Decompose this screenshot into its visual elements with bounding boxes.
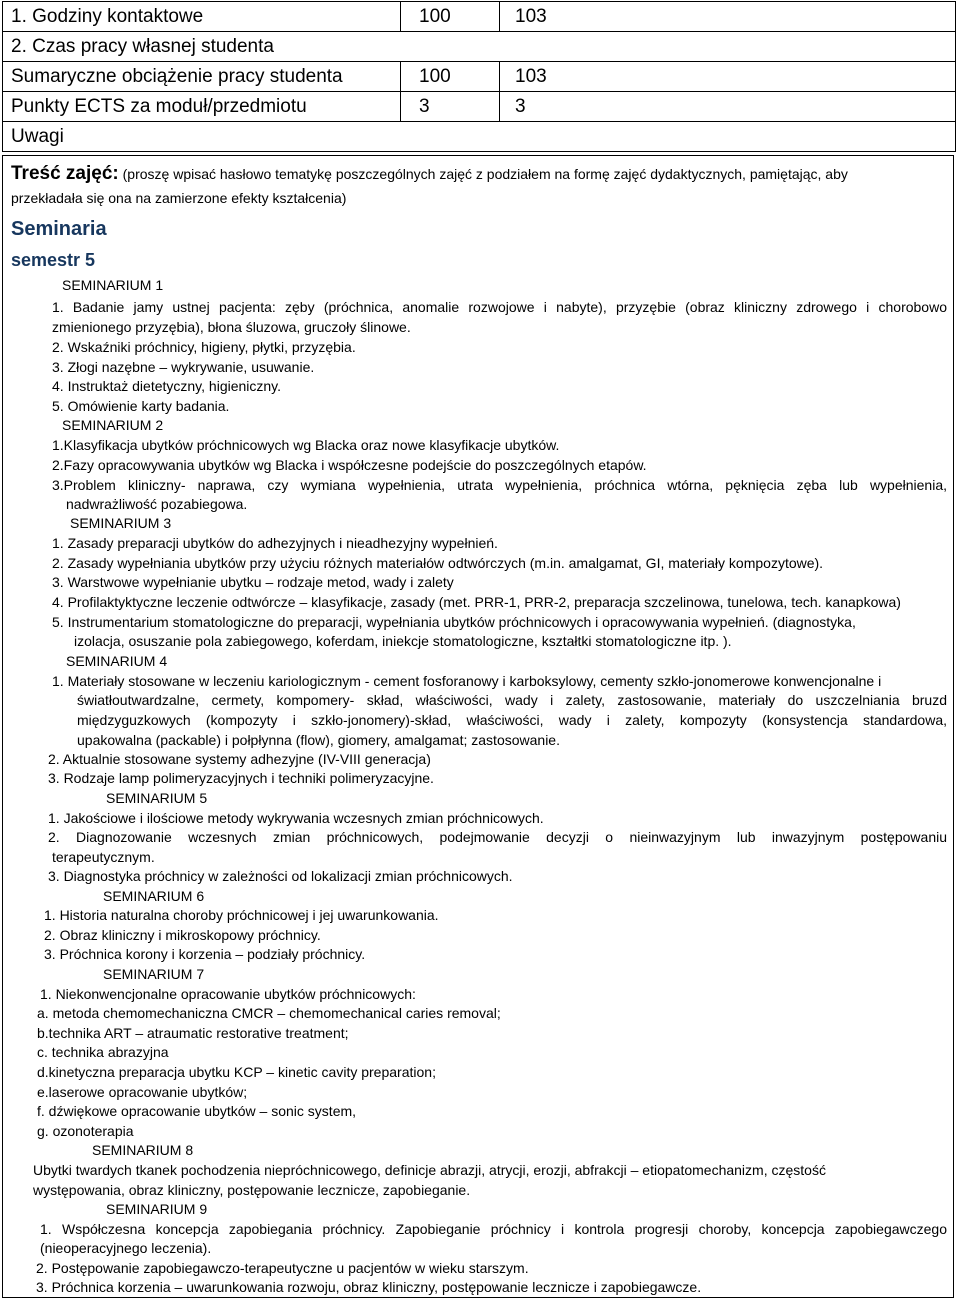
row-value-2: 3	[500, 92, 956, 122]
seminar-heading: SEMINARIUM 6	[103, 888, 205, 904]
list-item: b.technika ART – atraumatic restorative treatment;	[37, 1025, 349, 1041]
list-item: 5. Omówienie karty badania.	[52, 398, 230, 414]
list-item: 2. Diagnozowanie wczesnych zmian próchnicowych, podejmowanie decyzji o nieinwazyjnym lub inwazyjnym postępowaniu	[48, 829, 947, 845]
list-item: 2. Wskaźniki próchnicy, higieny, płytki, przyzębia.	[52, 339, 356, 355]
table-row	[3, 32, 956, 62]
list-item: 2. Zasady wypełniania ubytków przy użyciu różnych materiałów odtwórczych (m.in. amalgamat, GI, materiały kompozytowe).	[52, 555, 824, 571]
list-item: e.laserowe opracowanie ubytków;	[37, 1084, 248, 1100]
table-row	[3, 62, 956, 92]
row-value-1: 3	[401, 92, 500, 122]
list-item: f. dźwiękowe opracowanie ubytków – sonic system,	[37, 1103, 357, 1119]
row-label: Sumaryczne obciążenie pracy studenta	[3, 62, 401, 92]
list-item: 2. Aktualnie stosowane systemy adhezyjne (IV-VIII generacja)	[48, 751, 431, 767]
list-item: 3. Rodzaje lamp polimeryzacyjnych i techniki polimeryzacyjne.	[48, 770, 434, 786]
list-item: terapeutycznym.	[52, 849, 155, 865]
seminar-heading: SEMINARIUM 5	[106, 790, 208, 806]
list-item: 1. Historia naturalna choroby próchnicowej i jej uwarunkowania.	[44, 907, 439, 923]
seminar-heading: SEMINARIUM 3	[70, 515, 172, 531]
list-item: 3. Diagnostyka próchnicy w zależności od lokalizacji zmian próchnicowych.	[48, 868, 513, 884]
table-row	[3, 2, 956, 32]
tresc-desc-2: przekładała się ona na zamierzone efekty kształcenia)	[11, 190, 347, 206]
list-item: 1. Badanie jamy ustnej pacjenta: zęby (próchnica, anomalie rozwojowe i nabyte), przyzębie (obraz kliniczny zdrowego i chorobowo	[52, 299, 947, 315]
list-item: d.kinetyczna preparacja ubytku KCP – kinetic cavity preparation;	[37, 1064, 436, 1080]
tresc-intro	[11, 162, 941, 210]
row-label: Uwagi	[3, 122, 956, 152]
seminaria-heading: Seminaria	[11, 218, 107, 240]
list-item: g. ozonoterapia	[37, 1123, 134, 1139]
row-label: Punkty ECTS za moduł/przedmiotu	[3, 92, 401, 122]
list-item: 2.Fazy opracowywania ubytków wg Blacka i współczesne podejście do poszczególnych etapów.	[52, 457, 647, 473]
ects-table	[2, 1, 956, 152]
list-item: 3. Warstwowe wypełnianie ubytku – rodzaje metod, wady i zalety	[52, 574, 454, 590]
row-value-1: 100	[401, 62, 500, 92]
list-item: izolacja, osuszanie pola zabiegowego, koferdam, iniekcje stomatologiczne, kształtki stomatologiczne itp. ).	[74, 633, 732, 649]
list-item: Ubytki twardych tkanek pochodzenia niepróchnicowego, definicje abrazji, atrycji, erozji, abfrakcji – etiopatomechanizm, częstość	[33, 1162, 826, 1178]
list-item: 1. Zasady preparacji ubytków do adhezyjnych i nieadhezyjny wypełnień.	[52, 535, 498, 551]
list-item: a. metoda chemomechaniczna CMCR – chemomechanical caries removal;	[37, 1005, 501, 1021]
list-item: 4. Instruktaż dietetyczny, higieniczny.	[52, 378, 282, 394]
seminar-heading: SEMINARIUM 4	[66, 653, 168, 669]
row-label: 1. Godziny kontaktowe	[3, 2, 401, 32]
list-item: 1. Materiały stosowane w leczeniu kariologicznym - cement fosforanowy i karboksylowy, cementy szkło-jonomerowe konwencjonalne i	[52, 673, 882, 689]
tresc-desc-1: (proszę wpisać hasłowo tematykę poszczególnych zajęć z podziałem na formę zajęć dydaktycznych, pamiętając, aby	[118, 166, 848, 182]
list-item: 1. Niekonwencjonalne opracowanie ubytków próchnicowych:	[40, 986, 416, 1002]
list-item: 4. Profilaktyktyczne leczenie odtwórcze – klasyfikacje, zasady (met. PRR-1, PRR-2, preparacja szczelinowa, tunelowa, tech. kanapkowa)	[52, 594, 901, 610]
list-item: międzyguzkowych (kompozyty i szkło-jonomery)-skład, właściwości, wady i zalety, kompozyty (konsystencja standardowa,	[77, 712, 947, 728]
row-label: 2. Czas pracy własnej studenta	[3, 32, 956, 62]
semestr-heading: semestr 5	[11, 250, 96, 270]
list-item: (nieoperacyjnego leczenia).	[40, 1240, 212, 1256]
row-value-2: 103	[500, 2, 956, 32]
row-value-2: 103	[500, 62, 956, 92]
table-row	[3, 122, 956, 152]
list-item: 3. Próchnica korzenia – uwarunkowania rozwoju, obraz kliniczny, postępowanie lecznicze i zapobiegawcze.	[36, 1279, 702, 1295]
seminar-heading: SEMINARIUM 1	[62, 277, 164, 293]
list-item: 2. Obraz kliniczny i mikroskopowy próchnicy.	[44, 927, 321, 943]
list-item: 5. Instrumentarium stomatologiczne do preparacji, wypełniania ubytków próchnicowych i opracowywania wypełnień. (diagnostyka,	[52, 614, 856, 630]
seminar-heading: SEMINARIUM 8	[92, 1142, 194, 1158]
row-value-1: 100	[401, 2, 500, 32]
list-item: 1. Jakościowe i ilościowe metody wykrywania wczesnych zmian próchnicowych.	[48, 810, 544, 826]
list-item: 3. Próchnica korony i korzenia – podziały próchnicy.	[44, 946, 366, 962]
list-item: c. technika abrazyjna	[37, 1044, 169, 1060]
list-item: nadwrażliwość pozabiegowa.	[66, 496, 248, 512]
list-item: światłoutwardzalne, cermety, kompomery- skład, właściwości, wady i zalety, zastosowanie, materiały do uszczelniania bruzd	[77, 692, 947, 708]
seminar-heading: SEMINARIUM 9	[106, 1201, 208, 1217]
list-item: upakowalna (packable) i połpłynna (flow), giomery, amalgamat; zastosowanie.	[77, 732, 560, 748]
list-item: zmienionego przyzębia), błona śluzowa, gruczoły ślinowe.	[52, 319, 411, 335]
list-item: 3.Problem kliniczny- naprawa, czy wymiana wypełnienia, utrata wypełnienia, próchnica wtórna, pęknięcia zęba lub wypełnienia,	[52, 477, 947, 493]
table-row	[3, 92, 956, 122]
list-item: 3. Złogi nazębne – wykrywanie, usuwanie.	[52, 359, 315, 375]
seminar-heading: SEMINARIUM 2	[62, 417, 164, 433]
tresc-label: Treść zajęć:	[11, 163, 119, 184]
list-item: 1. Współczesna koncepcja zapobiegania próchnicy. Zapobieganie próchnicy i kontrola progresji choroby, koncepcja zapobiegawczego	[40, 1221, 947, 1237]
list-item: 2. Postępowanie zapobiegawczo-terapeutyczne u pacjentów w wieku starszym.	[36, 1260, 529, 1276]
list-item: 1.Klasyfikacja ubytków próchnicowych wg Blacka oraz nowe klasyfikacje ubytków.	[52, 437, 560, 453]
list-item: występowania, obraz kliniczny, postępowanie lecznicze, zapobieganie.	[33, 1182, 471, 1198]
seminar-heading: SEMINARIUM 7	[103, 966, 205, 982]
